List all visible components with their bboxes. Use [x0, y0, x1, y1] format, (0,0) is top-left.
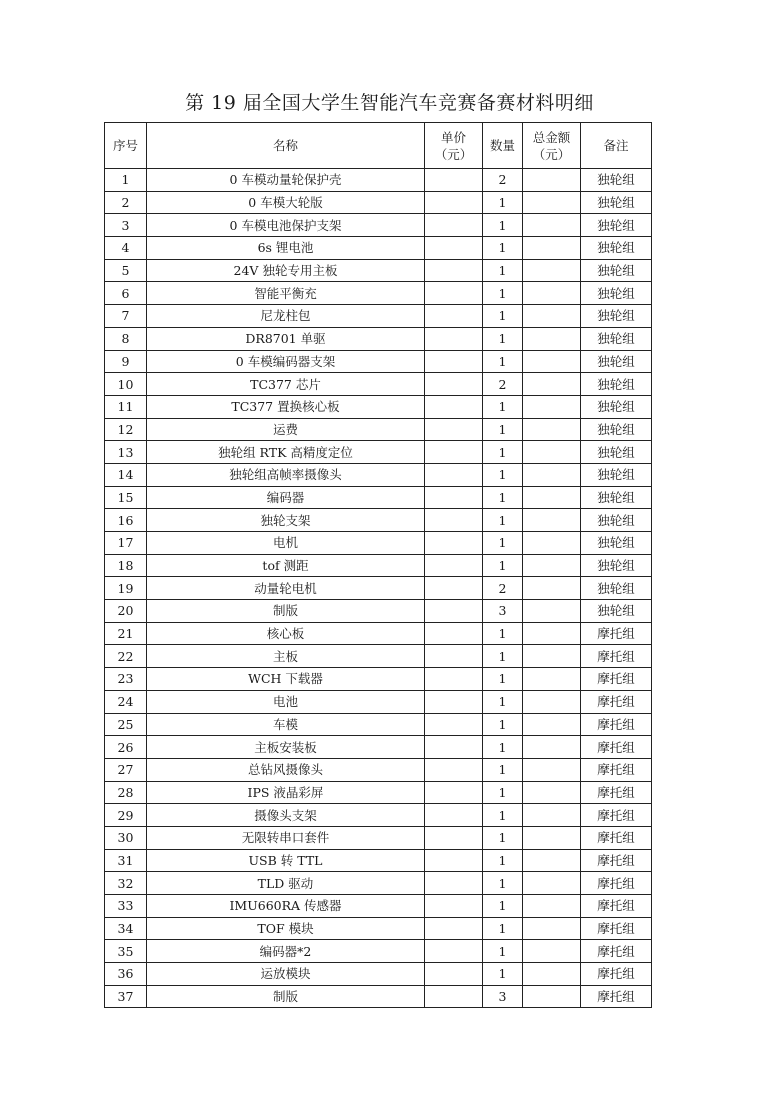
cell-total [523, 418, 581, 441]
header-unit-price-unit: （元） [434, 146, 473, 162]
table-row [105, 441, 652, 464]
cell-name: TLD 驱动 [147, 872, 425, 895]
cell-unit-price [425, 509, 483, 532]
cell-total [523, 214, 581, 237]
cell-no: 1 [105, 169, 147, 192]
cell-unit-price [425, 963, 483, 986]
cell-name: WCH 下载器 [147, 668, 425, 691]
cell-total [523, 713, 581, 736]
table-row [105, 668, 652, 691]
cell-quantity: 1 [483, 872, 523, 895]
cell-quantity: 1 [483, 214, 523, 237]
cell-note: 独轮组 [581, 373, 652, 396]
cell-total [523, 373, 581, 396]
cell-quantity: 1 [483, 645, 523, 668]
cell-quantity: 1 [483, 963, 523, 986]
cell-note: 独轮组 [581, 169, 652, 192]
table-row [105, 781, 652, 804]
cell-total [523, 804, 581, 827]
table-body [105, 169, 652, 1008]
table-row [105, 282, 652, 305]
cell-no: 25 [105, 713, 147, 736]
cell-no: 22 [105, 645, 147, 668]
cell-note: 独轮组 [581, 441, 652, 464]
cell-name: 制版 [147, 600, 425, 623]
cell-total [523, 917, 581, 940]
cell-total [523, 463, 581, 486]
cell-name: 独轮支架 [147, 509, 425, 532]
cell-total [523, 758, 581, 781]
cell-total [523, 645, 581, 668]
table-row [105, 690, 652, 713]
header-total-label: 总金额 [532, 129, 571, 145]
cell-no: 8 [105, 327, 147, 350]
cell-note: 独轮组 [581, 554, 652, 577]
table-row [105, 169, 652, 192]
cell-name: USB 转 TTL [147, 849, 425, 872]
cell-note: 摩托组 [581, 690, 652, 713]
cell-unit-price [425, 305, 483, 328]
cell-note: 摩托组 [581, 713, 652, 736]
cell-quantity: 1 [483, 395, 523, 418]
cell-note: 独轮组 [581, 600, 652, 623]
cell-name: 运费 [147, 418, 425, 441]
cell-name: 电池 [147, 690, 425, 713]
cell-total [523, 781, 581, 804]
cell-note: 摩托组 [581, 668, 652, 691]
cell-no: 35 [105, 940, 147, 963]
cell-total [523, 849, 581, 872]
cell-no: 10 [105, 373, 147, 396]
table-row [105, 804, 652, 827]
cell-total [523, 259, 581, 282]
cell-unit-price [425, 758, 483, 781]
cell-note: 摩托组 [581, 849, 652, 872]
cell-quantity: 1 [483, 758, 523, 781]
cell-unit-price [425, 736, 483, 759]
cell-note: 独轮组 [581, 282, 652, 305]
cell-quantity: 2 [483, 169, 523, 192]
table-row [105, 872, 652, 895]
header-total [523, 123, 581, 169]
cell-note: 摩托组 [581, 645, 652, 668]
table-row [105, 985, 652, 1008]
cell-total [523, 577, 581, 600]
cell-name: 主板 [147, 645, 425, 668]
cell-total [523, 395, 581, 418]
cell-quantity: 1 [483, 237, 523, 260]
cell-total [523, 554, 581, 577]
table-row [105, 237, 652, 260]
cell-quantity: 1 [483, 441, 523, 464]
cell-unit-price [425, 985, 483, 1008]
cell-no: 3 [105, 214, 147, 237]
cell-note: 独轮组 [581, 350, 652, 373]
cell-total [523, 327, 581, 350]
cell-name: 编码器*2 [147, 940, 425, 963]
cell-note: 摩托组 [581, 781, 652, 804]
cell-unit-price [425, 895, 483, 918]
cell-name: IMU660RA 传感器 [147, 895, 425, 918]
table-row [105, 418, 652, 441]
header-quantity: 数量 [483, 123, 523, 169]
cell-unit-price [425, 849, 483, 872]
cell-no: 20 [105, 600, 147, 623]
cell-note: 独轮组 [581, 418, 652, 441]
cell-unit-price [425, 282, 483, 305]
cell-quantity: 1 [483, 554, 523, 577]
table-row [105, 395, 652, 418]
cell-unit-price [425, 350, 483, 373]
cell-no: 23 [105, 668, 147, 691]
cell-unit-price [425, 804, 483, 827]
cell-total [523, 282, 581, 305]
table-row [105, 305, 652, 328]
header-unit-price-label: 单价 [440, 129, 466, 145]
table-row [105, 327, 652, 350]
cell-total [523, 509, 581, 532]
cell-note: 独轮组 [581, 237, 652, 260]
table-row [105, 736, 652, 759]
cell-no: 34 [105, 917, 147, 940]
cell-unit-price [425, 191, 483, 214]
cell-unit-price [425, 690, 483, 713]
cell-unit-price [425, 327, 483, 350]
table-row [105, 509, 652, 532]
cell-unit-price [425, 214, 483, 237]
cell-no: 29 [105, 804, 147, 827]
cell-quantity: 1 [483, 895, 523, 918]
cell-note: 独轮组 [581, 395, 652, 418]
cell-no: 14 [105, 463, 147, 486]
cell-name: IPS 液晶彩屏 [147, 781, 425, 804]
cell-no: 26 [105, 736, 147, 759]
cell-quantity: 1 [483, 282, 523, 305]
cell-no: 6 [105, 282, 147, 305]
cell-name: tof 测距 [147, 554, 425, 577]
cell-no: 5 [105, 259, 147, 282]
table-row [105, 191, 652, 214]
cell-total [523, 532, 581, 555]
cell-note: 摩托组 [581, 804, 652, 827]
cell-note: 摩托组 [581, 940, 652, 963]
cell-name: 0 车模动量轮保护壳 [147, 169, 425, 192]
cell-no: 24 [105, 690, 147, 713]
table-row [105, 622, 652, 645]
cell-quantity: 1 [483, 736, 523, 759]
cell-note: 摩托组 [581, 895, 652, 918]
cell-unit-price [425, 577, 483, 600]
cell-name: 智能平衡充 [147, 282, 425, 305]
cell-unit-price [425, 486, 483, 509]
cell-name: 制版 [147, 985, 425, 1008]
cell-no: 37 [105, 985, 147, 1008]
cell-no: 33 [105, 895, 147, 918]
cell-note: 独轮组 [581, 577, 652, 600]
cell-note: 摩托组 [581, 622, 652, 645]
cell-unit-price [425, 940, 483, 963]
header-total-unit: （元） [532, 146, 571, 162]
cell-name: 0 车模电池保护支架 [147, 214, 425, 237]
cell-unit-price [425, 532, 483, 555]
cell-no: 21 [105, 622, 147, 645]
table-row [105, 259, 652, 282]
cell-note: 独轮组 [581, 486, 652, 509]
cell-note: 独轮组 [581, 214, 652, 237]
cell-quantity: 1 [483, 327, 523, 350]
cell-unit-price [425, 713, 483, 736]
cell-no: 36 [105, 963, 147, 986]
header-no: 序号 [105, 123, 147, 169]
table-row [105, 373, 652, 396]
cell-unit-price [425, 781, 483, 804]
table-row [105, 713, 652, 736]
cell-name: 独轮组 RTK 高精度定位 [147, 441, 425, 464]
cell-quantity: 1 [483, 259, 523, 282]
cell-name: 独轮组高帧率摄像头 [147, 463, 425, 486]
cell-note: 摩托组 [581, 826, 652, 849]
cell-no: 32 [105, 872, 147, 895]
cell-name: 编码器 [147, 486, 425, 509]
cell-name: 无限转串口套件 [147, 826, 425, 849]
cell-quantity: 1 [483, 668, 523, 691]
table-row [105, 350, 652, 373]
cell-total [523, 985, 581, 1008]
cell-total [523, 350, 581, 373]
cell-note: 摩托组 [581, 963, 652, 986]
table-row [105, 940, 652, 963]
cell-no: 16 [105, 509, 147, 532]
cell-total [523, 191, 581, 214]
cell-name: 24V 独轮专用主板 [147, 259, 425, 282]
cell-note: 独轮组 [581, 532, 652, 555]
cell-name: 总钻风摄像头 [147, 758, 425, 781]
cell-name: TC377 芯片 [147, 373, 425, 396]
cell-quantity: 1 [483, 350, 523, 373]
cell-no: 12 [105, 418, 147, 441]
cell-note: 摩托组 [581, 872, 652, 895]
cell-note: 摩托组 [581, 917, 652, 940]
cell-no: 15 [105, 486, 147, 509]
cell-name: TOF 模块 [147, 917, 425, 940]
table-row [105, 486, 652, 509]
header-name: 名称 [147, 123, 425, 169]
cell-unit-price [425, 259, 483, 282]
cell-quantity: 1 [483, 191, 523, 214]
cell-quantity: 1 [483, 917, 523, 940]
cell-unit-price [425, 373, 483, 396]
cell-name: 动量轮电机 [147, 577, 425, 600]
cell-unit-price [425, 395, 483, 418]
cell-total [523, 600, 581, 623]
cell-note: 摩托组 [581, 985, 652, 1008]
table-row [105, 758, 652, 781]
table-row [105, 577, 652, 600]
cell-no: 31 [105, 849, 147, 872]
cell-quantity: 3 [483, 985, 523, 1008]
cell-total [523, 895, 581, 918]
cell-unit-price [425, 554, 483, 577]
cell-unit-price [425, 237, 483, 260]
cell-no: 9 [105, 350, 147, 373]
cell-no: 13 [105, 441, 147, 464]
cell-total [523, 690, 581, 713]
cell-quantity: 1 [483, 463, 523, 486]
cell-unit-price [425, 622, 483, 645]
table-row [105, 895, 652, 918]
cell-quantity: 1 [483, 418, 523, 441]
cell-total [523, 940, 581, 963]
cell-name: 车模 [147, 713, 425, 736]
cell-name: 摄像头支架 [147, 804, 425, 827]
cell-quantity: 1 [483, 622, 523, 645]
table-row [105, 532, 652, 555]
cell-name: TC377 置换核心板 [147, 395, 425, 418]
cell-note: 独轮组 [581, 305, 652, 328]
cell-quantity: 1 [483, 509, 523, 532]
cell-name: 0 车模大轮版 [147, 191, 425, 214]
cell-no: 18 [105, 554, 147, 577]
cell-unit-price [425, 826, 483, 849]
cell-quantity: 1 [483, 849, 523, 872]
cell-name: 主板安装板 [147, 736, 425, 759]
cell-quantity: 1 [483, 690, 523, 713]
cell-total [523, 486, 581, 509]
cell-note: 独轮组 [581, 509, 652, 532]
cell-unit-price [425, 917, 483, 940]
cell-unit-price [425, 872, 483, 895]
cell-total [523, 736, 581, 759]
cell-no: 28 [105, 781, 147, 804]
cell-quantity: 1 [483, 305, 523, 328]
table-row [105, 554, 652, 577]
cell-unit-price [425, 418, 483, 441]
cell-total [523, 872, 581, 895]
cell-total [523, 826, 581, 849]
cell-unit-price [425, 441, 483, 464]
cell-name: 电机 [147, 532, 425, 555]
cell-unit-price [425, 645, 483, 668]
cell-no: 2 [105, 191, 147, 214]
cell-no: 11 [105, 395, 147, 418]
table-header-row [105, 123, 652, 169]
cell-quantity: 1 [483, 804, 523, 827]
table-row [105, 645, 652, 668]
cell-quantity: 1 [483, 532, 523, 555]
cell-total [523, 305, 581, 328]
cell-no: 19 [105, 577, 147, 600]
header-note: 备注 [581, 123, 652, 169]
document-title: 第 19 届全国大学生智能汽车竞赛备赛材料明细 [185, 92, 594, 114]
cell-quantity: 1 [483, 713, 523, 736]
cell-note: 独轮组 [581, 259, 652, 282]
cell-note: 摩托组 [581, 758, 652, 781]
table-row [105, 963, 652, 986]
cell-name: 运放模块 [147, 963, 425, 986]
cell-quantity: 1 [483, 781, 523, 804]
cell-quantity: 1 [483, 940, 523, 963]
cell-note: 独轮组 [581, 327, 652, 350]
cell-note: 独轮组 [581, 463, 652, 486]
cell-name: 0 车模编码器支架 [147, 350, 425, 373]
cell-note: 摩托组 [581, 736, 652, 759]
cell-note: 独轮组 [581, 191, 652, 214]
cell-unit-price [425, 463, 483, 486]
table-row [105, 826, 652, 849]
cell-total [523, 668, 581, 691]
cell-quantity: 3 [483, 600, 523, 623]
cell-name: 6s 锂电池 [147, 237, 425, 260]
cell-unit-price [425, 668, 483, 691]
cell-name: 核心板 [147, 622, 425, 645]
cell-quantity: 2 [483, 373, 523, 396]
cell-total [523, 169, 581, 192]
cell-unit-price [425, 600, 483, 623]
table-row [105, 463, 652, 486]
cell-unit-price [425, 169, 483, 192]
cell-no: 27 [105, 758, 147, 781]
cell-total [523, 237, 581, 260]
cell-total [523, 441, 581, 464]
cell-total [523, 963, 581, 986]
cell-total [523, 622, 581, 645]
header-unit-price [425, 123, 483, 169]
cell-name: 尼龙柱包 [147, 305, 425, 328]
materials-table [104, 122, 652, 1008]
table-row [105, 600, 652, 623]
cell-no: 7 [105, 305, 147, 328]
table-row [105, 849, 652, 872]
cell-no: 17 [105, 532, 147, 555]
cell-name: DR8701 单驱 [147, 327, 425, 350]
cell-no: 30 [105, 826, 147, 849]
cell-quantity: 2 [483, 577, 523, 600]
cell-quantity: 1 [483, 826, 523, 849]
table-row [105, 917, 652, 940]
cell-no: 4 [105, 237, 147, 260]
cell-quantity: 1 [483, 486, 523, 509]
table-row [105, 214, 652, 237]
